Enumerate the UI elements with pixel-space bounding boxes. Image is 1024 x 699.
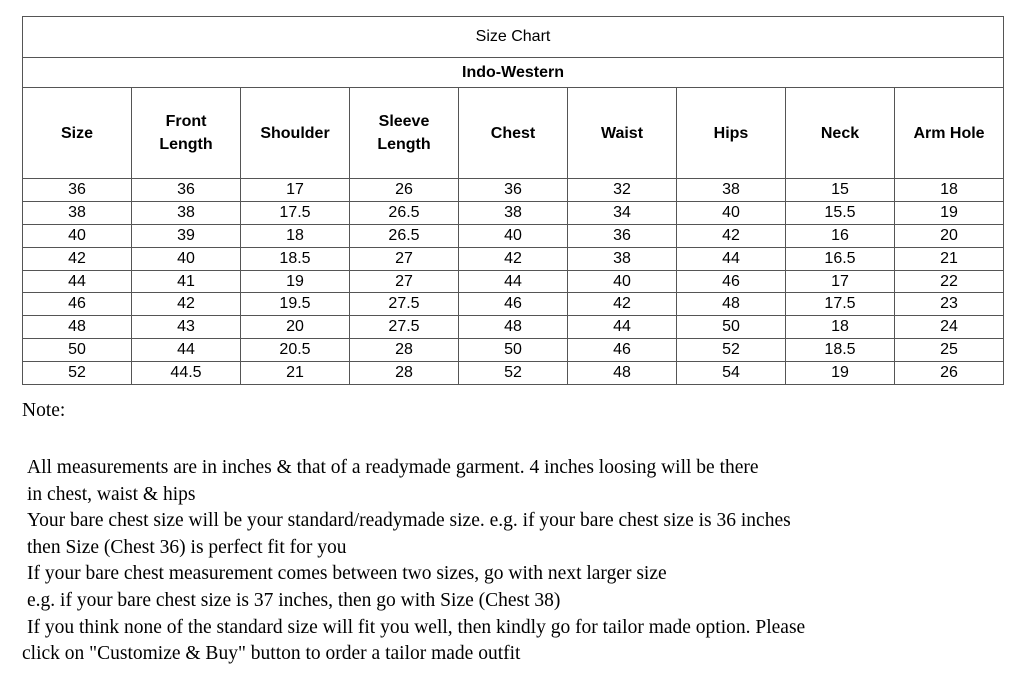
table-cell: 38 xyxy=(568,247,677,270)
table-cell: 27.5 xyxy=(350,316,459,339)
table-cell: 42 xyxy=(677,224,786,247)
column-header xyxy=(786,88,895,179)
note-line: Your bare chest size will be your standard/readymade size. e.g. if your bare chest size is 36 inches xyxy=(27,510,791,532)
table-cell: 40 xyxy=(132,247,241,270)
table-cell: 43 xyxy=(132,316,241,339)
column-header-row xyxy=(23,88,1004,179)
table-cell: 44.5 xyxy=(132,362,241,385)
table-row xyxy=(23,270,1004,293)
table-cell: 42 xyxy=(132,293,241,316)
table-cell: 25 xyxy=(895,339,1004,362)
table-cell: 40 xyxy=(23,224,132,247)
column-header xyxy=(677,88,786,179)
note-title: Note: xyxy=(22,400,66,421)
table-cell: 44 xyxy=(459,270,568,293)
table-cell: 27.5 xyxy=(350,293,459,316)
table-cell: 39 xyxy=(132,224,241,247)
table-cell: 17 xyxy=(241,179,350,202)
table-cell: 15 xyxy=(786,179,895,202)
subtitle-row xyxy=(23,58,1004,88)
table-cell: 32 xyxy=(568,179,677,202)
table-cell: 18 xyxy=(241,224,350,247)
note-line: click on "Customize & Buy" button to order a tailor made outfit xyxy=(22,643,521,665)
table-cell: 21 xyxy=(895,247,1004,270)
table-cell: 42 xyxy=(568,293,677,316)
table-cell: 52 xyxy=(677,339,786,362)
size-chart-table xyxy=(22,16,1004,385)
table-cell: 27 xyxy=(350,247,459,270)
table-cell: 46 xyxy=(568,339,677,362)
table-cell: 46 xyxy=(677,270,786,293)
column-header-text: Neck xyxy=(820,124,860,142)
table-row xyxy=(23,293,1004,316)
column-header xyxy=(459,88,568,179)
table-row xyxy=(23,362,1004,385)
table-cell: 46 xyxy=(23,293,132,316)
table-cell: 48 xyxy=(677,293,786,316)
table-row xyxy=(23,179,1004,202)
table-cell: 44 xyxy=(23,270,132,293)
table-cell: 17 xyxy=(786,270,895,293)
table-cell: 19 xyxy=(241,270,350,293)
table-body xyxy=(23,179,1004,385)
table-row xyxy=(23,224,1004,247)
table-cell: 48 xyxy=(23,316,132,339)
table-row xyxy=(23,316,1004,339)
table-cell: 21 xyxy=(241,362,350,385)
table-cell: 52 xyxy=(23,362,132,385)
table-cell: 40 xyxy=(677,201,786,224)
note-line: then Size (Chest 36) is perfect fit for you xyxy=(27,536,347,558)
table-cell: 48 xyxy=(568,362,677,385)
table-cell: 20 xyxy=(895,224,1004,247)
column-header-text: Arm Hole xyxy=(913,124,985,142)
note-lines xyxy=(22,455,1012,668)
column-header xyxy=(241,88,350,179)
table-cell: 22 xyxy=(895,270,1004,293)
table-cell: 48 xyxy=(459,316,568,339)
table-cell: 19 xyxy=(895,201,1004,224)
table-cell: 38 xyxy=(677,179,786,202)
table-cell: 28 xyxy=(350,362,459,385)
table-subtitle: Indo-Western xyxy=(23,58,1004,88)
table-cell: 38 xyxy=(132,201,241,224)
table-cell: 44 xyxy=(677,247,786,270)
table-cell: 50 xyxy=(459,339,568,362)
table-cell: 24 xyxy=(895,316,1004,339)
title-row xyxy=(23,17,1004,58)
note-line: If you think none of the standard size will fit you well, then kindly go for tailor made option. Please xyxy=(27,616,806,638)
table-row xyxy=(23,339,1004,362)
column-header xyxy=(350,88,459,179)
table-cell: 36 xyxy=(132,179,241,202)
table-cell: 18 xyxy=(895,179,1004,202)
table-cell: 38 xyxy=(459,201,568,224)
note-line: All measurements are in inches & that of a readymade garment. 4 inches loosing will be there xyxy=(27,457,759,478)
column-header xyxy=(895,88,1004,179)
table-cell: 52 xyxy=(459,362,568,385)
table-cell: 18.5 xyxy=(241,247,350,270)
note-line: e.g. if your bare chest size is 37 inches, then go with Size (Chest 38) xyxy=(27,589,561,611)
column-header-text: Chest xyxy=(490,124,536,142)
table-cell: 26 xyxy=(895,362,1004,385)
column-header-text: Hips xyxy=(713,124,749,142)
table-cell: 36 xyxy=(459,179,568,202)
column-header-text: Length xyxy=(377,136,431,153)
table-cell: 36 xyxy=(23,179,132,202)
table-cell: 18 xyxy=(786,316,895,339)
table-row xyxy=(23,201,1004,224)
column-header-text: Shoulder xyxy=(260,124,330,142)
table-cell: 50 xyxy=(23,339,132,362)
table-cell: 20 xyxy=(241,316,350,339)
column-header xyxy=(23,88,132,179)
table-cell: 20.5 xyxy=(241,339,350,362)
column-header xyxy=(132,88,241,179)
table-cell: 46 xyxy=(459,293,568,316)
table-cell: 18.5 xyxy=(786,339,895,362)
table-cell: 16.5 xyxy=(786,247,895,270)
table-cell: 19.5 xyxy=(241,293,350,316)
table-cell: 17.5 xyxy=(241,201,350,224)
table-cell: 38 xyxy=(23,201,132,224)
table-cell: 41 xyxy=(132,270,241,293)
column-header-text: Sleeve xyxy=(378,113,430,130)
column-header-text: Size xyxy=(60,124,93,142)
table-cell: 17.5 xyxy=(786,293,895,316)
note-line: If your bare chest measurement comes between two sizes, go with next larger size xyxy=(27,563,667,585)
table-cell: 36 xyxy=(568,224,677,247)
table-cell: 28 xyxy=(350,339,459,362)
table-cell: 27 xyxy=(350,270,459,293)
table-cell: 19 xyxy=(786,362,895,385)
table-row xyxy=(23,247,1004,270)
table-cell: 15.5 xyxy=(786,201,895,224)
table-cell: 26.5 xyxy=(350,224,459,247)
note-line: in chest, waist & hips xyxy=(27,483,196,505)
table-cell: 44 xyxy=(568,316,677,339)
table-cell: 42 xyxy=(459,247,568,270)
column-header-text: Length xyxy=(159,136,213,153)
column-header-text: Waist xyxy=(600,124,644,142)
table-cell: 50 xyxy=(677,316,786,339)
table-cell: 34 xyxy=(568,201,677,224)
table-cell: 44 xyxy=(132,339,241,362)
table-cell: 26.5 xyxy=(350,201,459,224)
table-cell: 40 xyxy=(459,224,568,247)
table-cell: 16 xyxy=(786,224,895,247)
table-cell: 23 xyxy=(895,293,1004,316)
table-cell: 26 xyxy=(350,179,459,202)
column-header xyxy=(568,88,677,179)
column-header-text: Front xyxy=(165,113,207,130)
table-cell: 42 xyxy=(23,247,132,270)
table-cell: 54 xyxy=(677,362,786,385)
notes-section xyxy=(22,398,1012,668)
table-cell: 40 xyxy=(568,270,677,293)
table-title: Size Chart xyxy=(23,17,1004,58)
